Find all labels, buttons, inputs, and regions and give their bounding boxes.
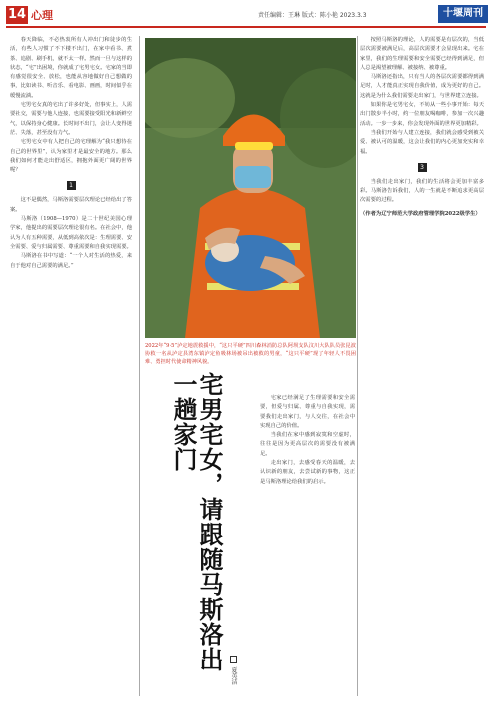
- section-marker-1: 1: [67, 181, 76, 190]
- rescue-photo: [145, 38, 356, 338]
- section-marker-3: 3: [418, 163, 427, 172]
- paragraph: 按照马斯洛的理论，人的需要是有层次的，当低层次需要被满足后，高层次需要才会显现出来。宅在家里，我们的生理需要和安全需要已经得到满足，但人总是渴望被理解、被接纳、被尊重。: [360, 37, 484, 71]
- masthead-logo: 十堰周刊: [438, 5, 488, 23]
- photo-caption: 2022年“9·5”泸定地震救援中，“这只平硬”四川森林消防总队阿坝支队汶川大队队员张昆波协救一名从泸定县湾东镇泸定鱼吸林场被吊出被救的男童，“这只平硬”现了年轻人不畏困难、勇担时代使命精神风貌。: [145, 343, 356, 365]
- paragraph: 宅家已经满足了生理需要和安全需要，但爱与归属、尊重与自我实现，需要我们走出家门，与人交往，在社会中实现自己的价值。: [260, 395, 355, 429]
- editor-info: 责任编辑：王琳 版式：陈小艳 2023.3.3: [258, 12, 367, 19]
- column-divider: [357, 36, 358, 696]
- byline-box-icon: [230, 656, 237, 663]
- paragraph: 当我们开始与人建立连接，我们就会感受到被关爱、被认可的温暖，这会让我们的内心更加充实和幸福。: [360, 129, 484, 155]
- column-divider: [139, 36, 140, 696]
- paragraph: 宅男宅女中有人把自己的宅理解为“我只想待在自己的世界里”，认为家里才是最安全的地方。那么我们如何才能走出舒适区，拥抱外面更广阔的世界呢？: [10, 139, 132, 174]
- byline: [229, 656, 238, 685]
- paragraph: 马斯洛还指出，只有当人的各层次需要都得到满足时，人才能真正实现自我价值，成为更好的自己。这就是为什么我们需要走出家门，与世界建立连接。: [360, 74, 484, 99]
- author-name: 夏英洁: [230, 666, 237, 685]
- paragraph: 宅男宅女真的宅出了许多好处，但事实上，人需要社交，需要与他人连接，也需要接受阳光和新鲜空气，以保持身心健康。长时间不出门，会让人变得迷茫、失落，甚至没有力气。: [10, 102, 132, 136]
- paragraph: 如果你是宅男宅女，不妨从一些小事开始：每天出门散步半小时，约一位朋友喝咖啡，参加一次兴趣活动。一步一步来，你会发现外面的世界更加精彩。: [360, 102, 484, 127]
- paragraph: 马斯洛（1908—1970）是二十世纪美国心理学家，他提出的需要层次理论很有名。在社会中，他认为人有五种需要，从低到高依次是：生理需要、安全需要、爱与归属需要、尊重需要和自我实现需要。: [10, 216, 132, 250]
- column-middle: [260, 394, 355, 696]
- author-note: （作者为辽宁师范大学政府管理学院2022级学生）: [360, 210, 481, 217]
- paragraph: 走出家门，去感受春天的温暖，去认识新的朋友，去尝试新的事物，这正是马斯洛理论给我们的启示。: [260, 460, 355, 485]
- rescue-photo-illustration: [145, 38, 356, 338]
- paragraph: 春天降临，不必热衷所有人冲出门和徒步的生活，有些人习惯了不下楼不出门，在家中看书、煮茶、追剧、刷手机，就不太一样。然而一旦与这样的状态，“宅”出困境，你就成了宅男宅女。宅家的当即有感觉很安全、放松，也能从容地做好自己想做的事，比如读书、听音乐、看电影、画画，时间似乎在缓慢流淌。: [10, 37, 132, 99]
- paragraph: 马斯洛在书中写道：“一个人对生活的热爱，来自于他对自己需要的满足。”: [10, 253, 132, 269]
- paragraph: 当我们走出家门，我们的生活将会更加丰富多彩。马斯洛告诉我们，人的一生就是不断追求更高层次需要的过程。: [360, 178, 484, 204]
- paragraph: 当我们在家中感到寂寞和空虚时，往往是因为更高层次的需要没有被满足。: [260, 432, 355, 457]
- page-number: 14: [7, 7, 27, 22]
- header-rule: [6, 26, 486, 28]
- column-right: [360, 36, 484, 696]
- article-headline: 宅男宅女，请跟随马斯洛出一趟家门: [169, 372, 224, 672]
- paragraph: 这不是偶然，马斯洛需要层次理论已经给出了答案。: [10, 197, 132, 213]
- section-title: 心理: [31, 9, 53, 22]
- page-header: [0, 0, 491, 28]
- column-left: [10, 36, 132, 696]
